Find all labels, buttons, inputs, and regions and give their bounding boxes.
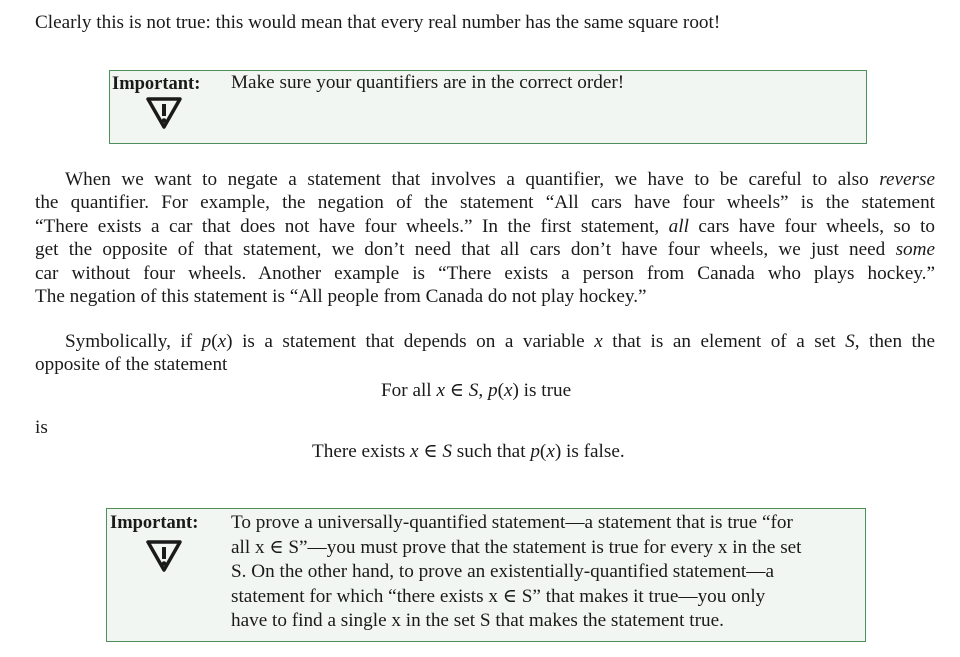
para1-row: car without four wheels. Another example is “There exists a person from Canada who plays hockey.” [35, 262, 935, 284]
is-word: is [35, 417, 48, 438]
warning-icon [144, 96, 184, 130]
para2-row: opposite of the statement [35, 354, 228, 376]
display-there-exists: There exists x ∈ S such that p(x) is false. [312, 441, 625, 462]
paragraph-symbolic [35, 330, 935, 377]
box2-row: statement for which “there exists x ∈ S” that makes it true—you only [231, 585, 766, 607]
important-text-2 [231, 511, 859, 634]
para1-row: get the opposite of that statement, we don’t need that all cars don’t have four wheels, we just need some [35, 239, 935, 261]
warning-icon [144, 539, 184, 573]
intro-sentence: Clearly this is not true: this would mean that every real number has the same square root! [35, 12, 721, 33]
important-text-1: Make sure your quantifiers are in the correct order! [231, 72, 625, 93]
important-box-2 [106, 508, 866, 642]
para1-row: The negation of this statement is “All people from Canada do not play hockey.” [35, 285, 647, 307]
important-box-1 [109, 70, 867, 144]
para1-row: the quantifier. For example, the negation of the statement “All cars have four wheels” is the statement [35, 192, 935, 214]
box2-row: all x ∈ S”—you must prove that the statement is true for every x in the set [231, 536, 802, 558]
box2-row: To prove a universally-quantified statement—a statement that is true “for [231, 512, 793, 533]
para1-row: When we want to negate a statement that involves a quantifier, we have to be careful to also reverse [65, 169, 935, 190]
display-for-all: For all x ∈ S, p(x) is true [381, 380, 572, 401]
para2-row: Symbolically, if p(x) is a statement that depends on a variable x that is an element of a set S, then the [65, 331, 935, 352]
para1-row: “There exists a car that does not have four wheels.” In the first statement, all cars have four wheels, so to [35, 215, 936, 237]
important-label: Important: [112, 74, 201, 94]
box2-row: S. On the other hand, to prove an existentially-quantified statement—a [231, 561, 774, 582]
box2-row: have to find a single x in the set S that makes the statement true. [231, 610, 724, 631]
important-label: Important: [110, 513, 199, 533]
paragraph-negation [35, 168, 935, 308]
